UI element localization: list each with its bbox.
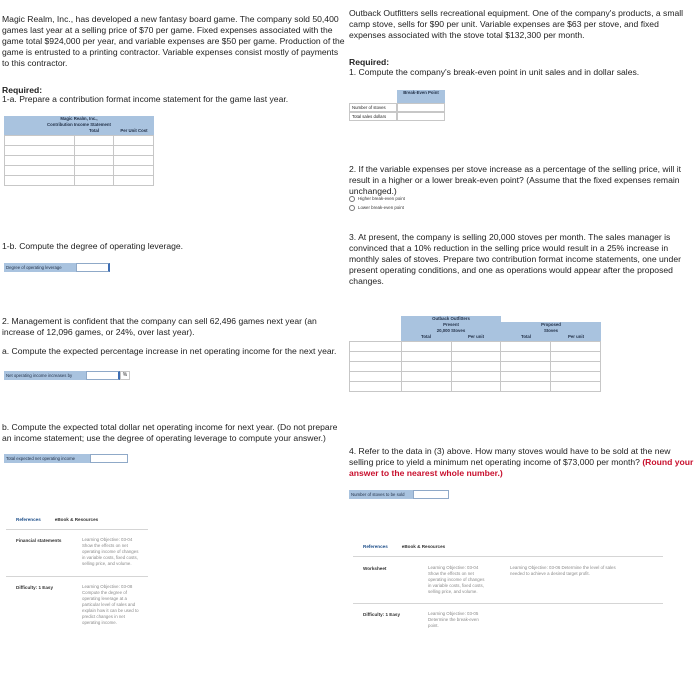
question-2a: a. Compute the expected percentage increase in net operating income for the next year. (2, 346, 337, 356)
stmt-cell[interactable] (74, 176, 114, 186)
outback-income-statements (349, 316, 601, 392)
be-row-stoves: Number of stoves (349, 103, 397, 112)
stmt-cell[interactable] (5, 146, 75, 156)
left-required-heading: Required: (2, 85, 43, 95)
stmt-cell[interactable] (114, 146, 154, 156)
t3-cell[interactable] (451, 382, 501, 392)
be-row-sales: Total sales dollars (349, 112, 397, 121)
noi-increase-input[interactable] (86, 371, 120, 380)
stmt-cell[interactable] (114, 156, 154, 166)
col-total: Total (74, 128, 114, 135)
question-1a: 1-a. Prepare a contribution format income statement for the game last year. (2, 94, 289, 104)
col-per-unit: Per Unit Cost (114, 128, 154, 135)
t3-cell[interactable] (350, 342, 402, 352)
t3-proposed: Proposed (501, 322, 601, 328)
dol-label: Degree of operating leverage (4, 263, 76, 272)
t3-cell[interactable] (350, 362, 402, 372)
option-higher-row[interactable] (349, 194, 405, 203)
break-even-options (349, 194, 405, 212)
t3-cell[interactable] (501, 362, 551, 372)
question-1b: 1-b. Compute the degree of operating leverage. (2, 241, 184, 251)
stmt-cell[interactable] (5, 136, 75, 146)
dol-row (4, 263, 110, 272)
t3-proposed-units: Stoves (501, 328, 601, 334)
stoves-label: Number of stoves to be sold (349, 490, 413, 499)
be-sales-input[interactable] (397, 112, 445, 121)
t3-col-per-unit: Per unit (451, 334, 501, 341)
stoves-input[interactable] (413, 490, 449, 499)
t3-cell[interactable] (501, 342, 551, 352)
t3-cell[interactable] (551, 362, 601, 372)
t3-cell[interactable] (501, 352, 551, 362)
t3-title: Outback Outfitters (401, 316, 501, 322)
left-divider (6, 529, 148, 530)
stmt-cell[interactable] (5, 176, 75, 186)
stmt-cell[interactable] (74, 136, 114, 146)
stmt-cell[interactable] (5, 156, 75, 166)
stmt-cell[interactable] (114, 166, 154, 176)
right-meta-objective-1: Learning Objective: 03-04 Show the effects on net operating income of changes in variable costs, fixed costs, selling price, and volume. (428, 565, 485, 594)
t3-cell[interactable] (350, 352, 402, 362)
total-noi-input[interactable] (90, 454, 128, 463)
option-lower-row[interactable] (349, 203, 405, 212)
noi-increase-row (4, 371, 130, 380)
right-meta-key-2: Difficulty: 1 Easy (363, 612, 401, 617)
t3-col-total-proposed: Total (501, 334, 551, 341)
be-stoves-input[interactable] (397, 103, 445, 112)
t3-cell[interactable] (451, 372, 501, 382)
q4-emphasis: (Round your answer to the nearest whole number.) (349, 457, 694, 478)
right-meta-objective-extra: Learning Objective: 03-06 Determine the level of sales needed to achieve a desired target profit. (510, 565, 616, 576)
t3-cell[interactable] (451, 352, 501, 362)
question-right-3: 3. At present, the company is selling 20,000 stoves per month. The sales manager is convinced that a 10% reduction in the selling price would result in a 25% increase in monthly sales of stoves. Prepare two contribution format income statements, one under present operating conditions, and one as operations would appear after the proposed changes. (349, 232, 681, 286)
right-ebook-link[interactable]: eBook & Resources (401, 544, 446, 549)
t3-cell[interactable] (551, 342, 601, 352)
left-references-link[interactable]: References (16, 517, 41, 522)
left-meta-objective-1: Learning Objective: 03-04 Show the effects on net operating income of changes in variable costs, fixed costs, selling price, and volume. (82, 537, 139, 566)
radio-higher[interactable] (349, 196, 355, 202)
t3-cell[interactable] (451, 362, 501, 372)
right-references-link[interactable]: References (363, 544, 388, 549)
t3-col-per-unit-proposed: Per unit (551, 334, 601, 341)
question-2b: b. Compute the expected total dollar net operating income for next year. (Do not prepare an income statement; use the degree of operating leverage to compute your answer.) (2, 422, 338, 443)
break-even-header: Break-Even Point (397, 90, 445, 103)
t3-cell[interactable] (401, 362, 451, 372)
right-problem-intro: Outback Outfitters sells recreational equipment. One of the company's products, a small camp stove, sells for $90 per unit. Variable expenses are $63 per stove, and fixed expenses associated with the stove total $132,300 per month. (349, 8, 684, 40)
q4-text: 4. Refer to the data in (3) above. How many stoves would have to be sold at the new selling price to yield a minimum net operating income of $73,000 per month? (349, 446, 671, 467)
t3-cell[interactable] (451, 342, 501, 352)
stmt-cell[interactable] (114, 136, 154, 146)
left-problem-intro: Magic Realm, Inc., has developed a new fantasy board game. The company sold 50,400 games last year at a selling price of $70 per game. Fixed expenses associated with the game total $924,000 per year, and variable expenses are $50 per game. Production of the game is entrusted to a printing contractor. Variable expenses consist mostly of payments to this contractor. (2, 14, 345, 68)
contribution-income-statement (4, 116, 154, 186)
radio-lower[interactable] (349, 205, 355, 211)
t3-present: Present (401, 322, 501, 328)
total-noi-label: Total expected net operating income (4, 454, 90, 463)
stmt-cell[interactable] (5, 166, 75, 176)
question-right-4 (349, 446, 697, 479)
break-even-table (349, 90, 445, 121)
right-required-heading: Required: (349, 57, 390, 67)
t3-cell[interactable] (401, 372, 451, 382)
total-noi-row (4, 454, 128, 463)
stmt-cell[interactable] (74, 166, 114, 176)
right-references-bar (363, 544, 445, 549)
question-right-1: 1. Compute the company's break-even point in unit sales and in dollar sales. (349, 67, 640, 77)
t3-cell[interactable] (401, 352, 451, 362)
left-references-bar (16, 517, 98, 522)
left-meta-key-1: Financial statements (16, 538, 62, 543)
stmt-cell[interactable] (74, 146, 114, 156)
option-higher-label: Higher break-even point (358, 196, 405, 201)
stoves-row (349, 490, 449, 499)
t3-cell[interactable] (350, 372, 402, 382)
t3-cell[interactable] (551, 352, 601, 362)
right-divider (353, 556, 663, 557)
left-ebook-link[interactable]: eBook & Resources (54, 517, 99, 522)
t3-cell[interactable] (350, 382, 402, 392)
t3-cell[interactable] (551, 372, 601, 382)
right-meta-objective-2: Learning Objective: 03-05 Determine the break-even point. (428, 611, 479, 628)
left-meta-objective-2: Learning Objective: 03-08 Compute the degree of operating leverage at a particular level of sales and explain how it can be used to predict changes in net operating income. (82, 584, 139, 625)
t3-col-total: Total (401, 334, 451, 341)
statement-subtitle: Contribution Income Statement (4, 122, 154, 128)
t3-cell[interactable] (501, 372, 551, 382)
option-lower-label: Lower break-even point (358, 205, 404, 210)
dol-input[interactable] (76, 263, 110, 272)
t3-present-units: 20,000 Stoves (401, 328, 501, 334)
stmt-cell[interactable] (114, 176, 154, 186)
question-right-2: 2. If the variable expenses per stove increase as a percentage of the selling price, will it result in a higher or a lower break-even point? (Assume that the fixed expenses remain unchanged.) (349, 164, 681, 196)
stmt-cell[interactable] (74, 156, 114, 166)
t3-cell[interactable] (501, 382, 551, 392)
question-2: 2. Management is confident that the company can sell 62,496 games next year (an increase of 12,096 games, or 24%, over last year). (2, 316, 317, 337)
t3-cell[interactable] (401, 382, 451, 392)
right-meta-key-1: Worksheet (363, 566, 387, 571)
t3-cell[interactable] (551, 382, 601, 392)
statement-title: Magic Realm, Inc., (4, 116, 154, 122)
percent-symbol: % (120, 371, 130, 380)
left-meta-key-2: Difficulty: 1 Easy (16, 585, 54, 590)
t3-cell[interactable] (401, 342, 451, 352)
noi-increase-label: Net operating income increases by (4, 371, 86, 380)
